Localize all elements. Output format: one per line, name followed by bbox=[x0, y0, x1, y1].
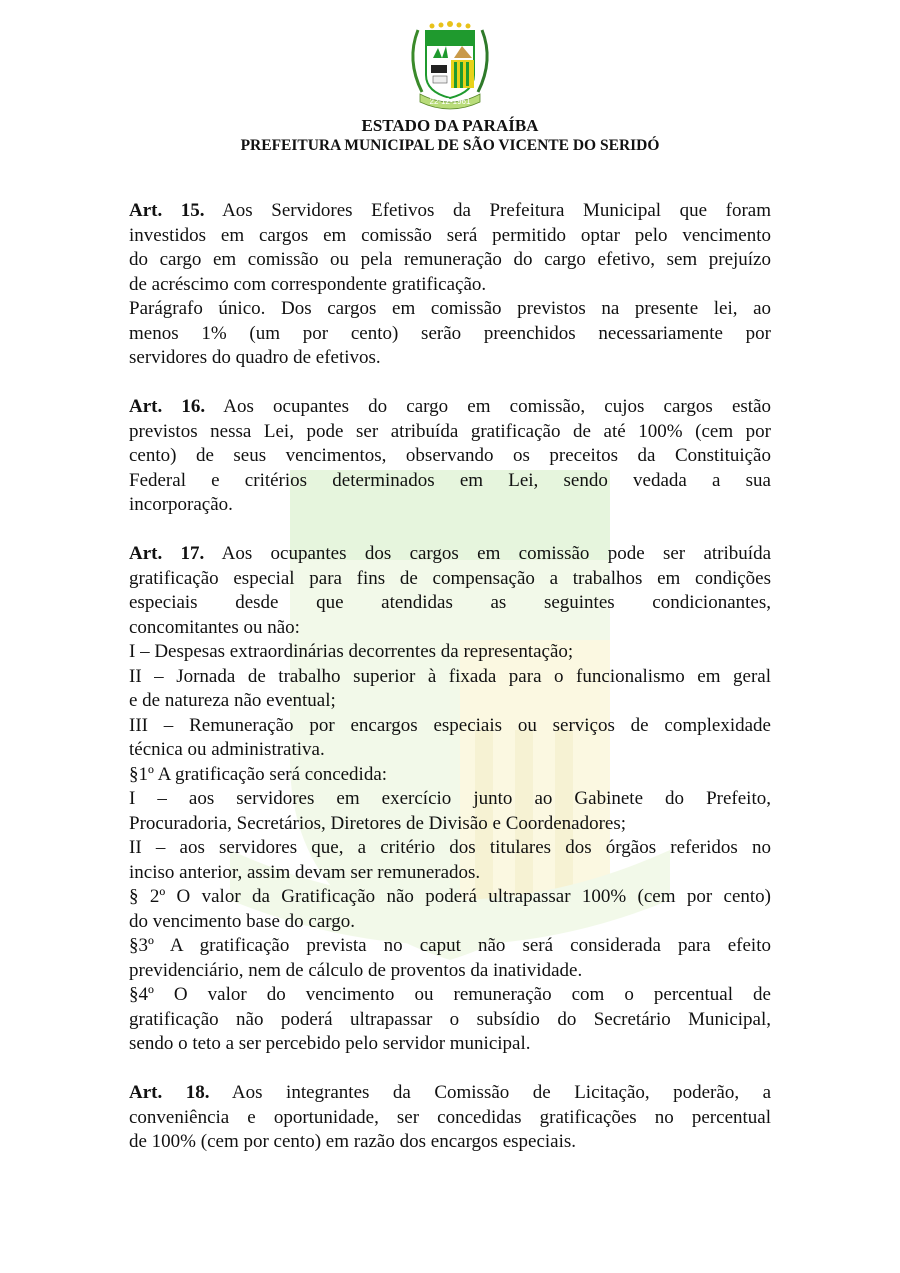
text-line: e de natureza não eventual; bbox=[129, 690, 336, 711]
text-line: concomitantes ou não: bbox=[129, 616, 300, 638]
text-line bbox=[129, 542, 771, 567]
text-line: conveniência e oportunidade, ser concedidas gratificações no percentual bbox=[129, 1106, 771, 1128]
text-line: Parágrafo único. Dos cargos em comissão previstos na presente lei, ao bbox=[129, 298, 771, 319]
text-line: previstos nessa Lei, pode ser atribuída gratificação de até 100% (cem por bbox=[129, 420, 771, 442]
document-body bbox=[129, 199, 771, 1155]
municipal-coat-of-arms-logo bbox=[398, 20, 502, 110]
text-line: de acréscimo com correspondente gratificação. bbox=[129, 273, 487, 295]
article-number: Art. 16. bbox=[129, 396, 206, 417]
article-15 bbox=[129, 199, 771, 297]
text-line: II – Jornada de trabalho superior à fixada para o funcionalismo em geral bbox=[129, 665, 771, 687]
text-line: inciso anterior, assim devam ser remunerados. bbox=[129, 861, 481, 883]
state-heading: ESTADO DA PARAÍBA bbox=[361, 116, 539, 135]
article-number: Art. 15. bbox=[129, 200, 205, 221]
article-number: Art. 17. bbox=[129, 543, 205, 564]
text-line: menos 1% (um por cento) serão preenchidos necessariamente por bbox=[129, 322, 771, 344]
text-line: § 2º O valor da Gratificação não poderá ultrapassar 100% (cem por cento) bbox=[129, 886, 771, 907]
text-line: sendo o teto a ser percebido pelo servidor municipal. bbox=[129, 1033, 531, 1054]
paragraph bbox=[129, 934, 771, 983]
article-16 bbox=[129, 395, 771, 518]
paragraph bbox=[129, 885, 771, 934]
text-line bbox=[129, 1081, 771, 1106]
article-text: Aos ocupantes dos cargos em comissão pode ser atribuída bbox=[204, 543, 771, 564]
text-line: I – aos servidores em exercício junto ao Gabinete do Prefeito, bbox=[129, 788, 771, 809]
text-line: incorporação. bbox=[129, 494, 233, 515]
text-line: servidores do quadro de efetivos. bbox=[129, 347, 381, 368]
text-line bbox=[129, 395, 771, 420]
text-line bbox=[129, 199, 771, 224]
article-number: Art. 18. bbox=[129, 1082, 210, 1103]
text-line: especiais desde que atendidas as seguintes condicionantes, bbox=[129, 592, 771, 613]
text-line: §3º A gratificação prevista no caput não será considerada para efeito bbox=[129, 935, 771, 956]
paragraph bbox=[129, 714, 771, 763]
paragraph-spacer bbox=[129, 1057, 771, 1082]
article-text: Aos Servidores Efetivos da Prefeitura Municipal que foram bbox=[204, 200, 771, 221]
paragraph bbox=[129, 763, 771, 788]
article-text: Aos integrantes da Comissão de Licitação, poderão, a bbox=[209, 1082, 771, 1103]
paragraph bbox=[129, 640, 771, 665]
municipality-heading: PREFEITURA MUNICIPAL DE SÃO VICENTE DO SERIDÓ bbox=[240, 137, 660, 154]
text-line: §4º O valor do vencimento ou remuneração com o percentual de bbox=[129, 984, 771, 1005]
text-line: técnica ou administrativa. bbox=[129, 739, 325, 760]
text-line: gratificação não poderá ultrapassar o subsídio do Secretário Municipal, bbox=[129, 1008, 771, 1030]
article-17 bbox=[129, 542, 771, 640]
text-line: II – aos servidores que, a critério dos titulares dos órgãos referidos no bbox=[129, 837, 771, 858]
text-line: do cargo em comissão ou pela remuneração do cargo efetivo, sem prejuízo bbox=[129, 249, 771, 270]
paragraph bbox=[129, 665, 771, 714]
paragraph bbox=[129, 297, 771, 371]
article-18 bbox=[129, 1081, 771, 1155]
paragraph-spacer bbox=[129, 371, 771, 396]
text-line: de 100% (cem por cento) em razão dos encargos especiais. bbox=[129, 1131, 577, 1152]
text-line: III – Remuneração por encargos especiais ou serviços de complexidade bbox=[129, 714, 771, 736]
paragraph bbox=[129, 787, 771, 836]
paragraph bbox=[129, 836, 771, 885]
text-line: I – Despesas extraordinárias decorrentes da representação; bbox=[129, 641, 574, 662]
text-line: investidos em cargos em comissão será permitido optar pelo vencimento bbox=[129, 224, 771, 246]
text-line: do vencimento base do cargo. bbox=[129, 910, 355, 932]
text-line: Procuradoria, Secretários, Diretores de Divisão e Coordenadores; bbox=[129, 812, 626, 834]
text-line: cento) de seus vencimentos, observando os preceitos da Constituição bbox=[129, 445, 771, 466]
paragraph bbox=[129, 983, 771, 1057]
text-line: Federal e critérios determinados em Lei, sendo vedada a sua bbox=[129, 469, 771, 491]
logo-date: 22-12-1961 bbox=[429, 97, 471, 106]
text-line: §1º A gratificação será concedida: bbox=[129, 763, 388, 785]
text-line: gratificação especial para fins de compensação a trabalhos em condições bbox=[129, 567, 771, 589]
paragraph-spacer bbox=[129, 518, 771, 543]
article-text: Aos ocupantes do cargo em comissão, cujos cargos estão bbox=[205, 396, 771, 417]
text-line: previdenciário, nem de cálculo de proventos da inatividade. bbox=[129, 959, 583, 981]
